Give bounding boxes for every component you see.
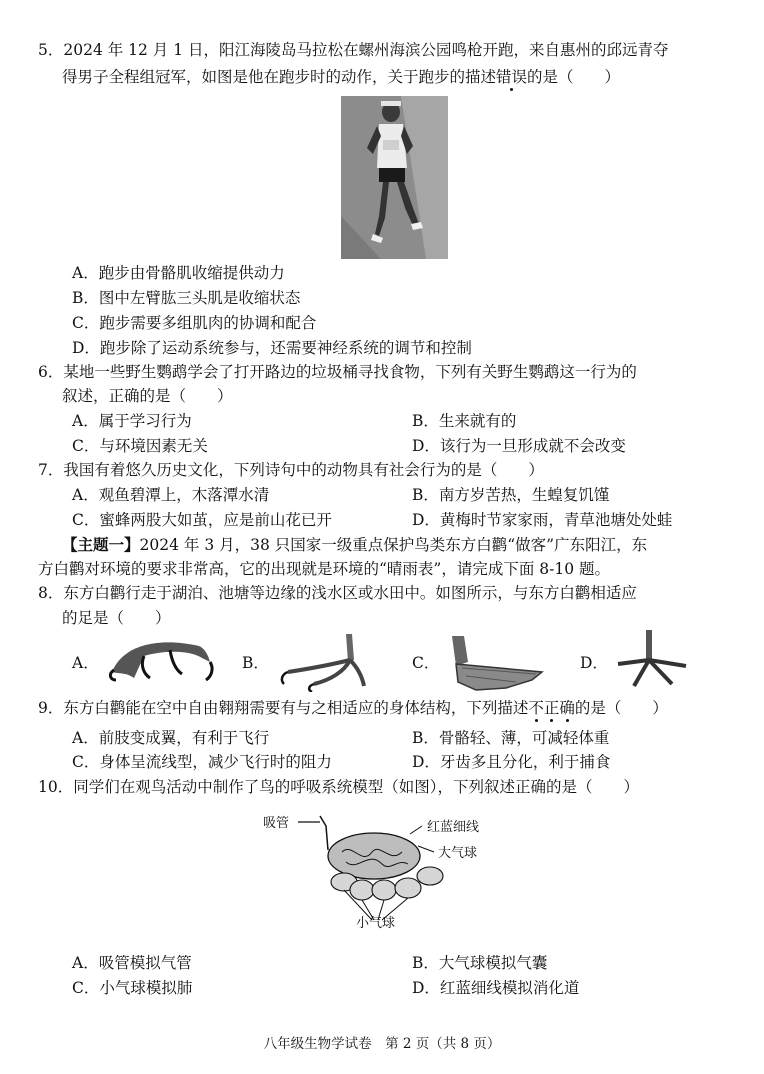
q5-option-d[interactable]: D．跑步除了运动系统参与，还需要神经系统的调节和控制 bbox=[72, 339, 472, 357]
q8-stem-line1: 8．东方白鹳行走于湖泊、池塘等边缘的浅水区或水田中。如图所示，与东方白鹳相适应 bbox=[38, 584, 637, 602]
q5-emphasis-wrong: 错误 bbox=[496, 68, 528, 86]
q6-stem-line2: 叙述，正确的是（ ） bbox=[62, 387, 233, 405]
q7-option-c[interactable]: C．蜜蜂两股大如茧，应是前山花已开 bbox=[72, 511, 332, 529]
q9-stem-text-b: 的是（ ） bbox=[574, 699, 668, 717]
q6-option-d[interactable]: D．该行为一旦形成就不会改变 bbox=[412, 437, 626, 455]
q9-option-c[interactable]: C．身体呈流线型，减少飞行时的阻力 bbox=[72, 753, 332, 771]
theme-text: 2024 年 3 月，38 只国家一级重点保护鸟类东方白鹳“做客”广东阳江，东 bbox=[139, 536, 648, 554]
q10-option-b[interactable]: B．大气球模拟气囊 bbox=[412, 954, 548, 972]
q5-option-c[interactable]: C．跑步需要多组肌肉的协调和配合 bbox=[72, 314, 317, 332]
q6-option-a[interactable]: A．属于学习行为 bbox=[72, 412, 192, 430]
q10-option-c[interactable]: C．小气球模拟肺 bbox=[72, 979, 193, 997]
q6-stem-line1: 6．某地一些野生鹦鹉学会了打开路边的垃圾桶寻找食物，下列有关野生鹦鹉这一行为的 bbox=[38, 363, 637, 381]
q9-option-b[interactable]: B．骨骼轻、薄，可减轻体重 bbox=[412, 729, 610, 747]
q8-option-b-label[interactable]: B． bbox=[242, 654, 269, 672]
q7-option-b[interactable]: B．南方岁苦热，生蝗复饥馑 bbox=[412, 486, 610, 504]
q10-option-a[interactable]: A．吸管模拟气管 bbox=[72, 954, 192, 972]
q9-stem-text-a: 9．东方白鹳能在空中自由翱翔需要有与之相适应的身体结构，下列描述 bbox=[38, 699, 529, 717]
q8-option-a-label[interactable]: A． bbox=[72, 654, 99, 672]
q8-option-d-label[interactable]: D． bbox=[580, 654, 608, 672]
q9-option-a[interactable]: A．前肢变成翼，有利于飞行 bbox=[72, 729, 270, 747]
theme-tag: 【主题一】 bbox=[62, 535, 140, 554]
q7-option-d[interactable]: D．黄梅时节家家雨，青草池塘处处蛙 bbox=[412, 511, 673, 529]
theme-line2: 方白鹳对环境的要求非常高，它的出现就是环境的“晴雨表”，请完成下面 8-10 题。 bbox=[38, 560, 611, 578]
q9-emphasis-1: 不 bbox=[528, 699, 544, 717]
q8-option-c-label[interactable]: C． bbox=[412, 654, 440, 672]
q10-option-d[interactable]: D．红蓝细线模拟消化道 bbox=[412, 979, 580, 997]
q5-stem-line1: 5．2024 年 12 月 1 日，阳江海陵岛马拉松在螺州海滨公园鸣枪开跑，来自惠州的邱远青夺 bbox=[38, 41, 669, 59]
theme-line1 bbox=[62, 535, 647, 555]
q5-option-a[interactable]: A．跑步由骨骼肌收缩提供动力 bbox=[72, 264, 285, 282]
q7-option-a[interactable]: A．观鱼碧潭上，木落潭水清 bbox=[72, 486, 270, 504]
runner-photo bbox=[341, 96, 448, 259]
page-footer: 八年级生物学试卷 第 2 页（共 8 页） bbox=[263, 1036, 501, 1052]
q6-option-b[interactable]: B．生来就有的 bbox=[412, 412, 517, 430]
q7-stem: 7．我国有着悠久历史文化，下列诗句中的动物具有社会行为的是（ ） bbox=[38, 461, 544, 479]
q5-stem-text-b: 的是（ ） bbox=[527, 68, 621, 86]
q8-stem-line2: 的足是（ ） bbox=[62, 609, 171, 627]
long-toed-wading-foot-icon[interactable] bbox=[612, 630, 692, 692]
q9-emphasis-2: 正 bbox=[543, 699, 560, 717]
q6-option-c[interactable]: C．与环境因素无关 bbox=[72, 437, 208, 455]
label-big-balloon: 大气球 bbox=[438, 846, 478, 861]
webbed-foot-icon[interactable] bbox=[446, 632, 546, 694]
q10-stem: 10．同学们在观鸟活动中制作了鸟的呼吸系统模型（如图），下列叙述正确的是（ ） bbox=[38, 778, 639, 796]
q9-option-d[interactable]: D．牙齿多且分化，利于捕食 bbox=[412, 753, 611, 771]
q5-stem-text-a: 得男子全程组冠军，如图是他在跑步时的动作，关于跑步的描述 bbox=[62, 68, 497, 86]
label-tube: 吸管 bbox=[263, 816, 290, 831]
label-small-balloon: 小气球 bbox=[356, 916, 396, 931]
perching-foot-icon[interactable] bbox=[274, 632, 374, 692]
q9-stem bbox=[38, 698, 668, 718]
q9-emphasis-3: 确 bbox=[559, 699, 575, 717]
q5-option-b[interactable]: B．图中左臂肱三头肌是收缩状态 bbox=[72, 289, 301, 307]
hooked-talon-foot-icon[interactable] bbox=[104, 632, 216, 682]
label-thread: 红蓝细线 bbox=[427, 820, 480, 835]
q5-stem-line2 bbox=[62, 67, 620, 87]
